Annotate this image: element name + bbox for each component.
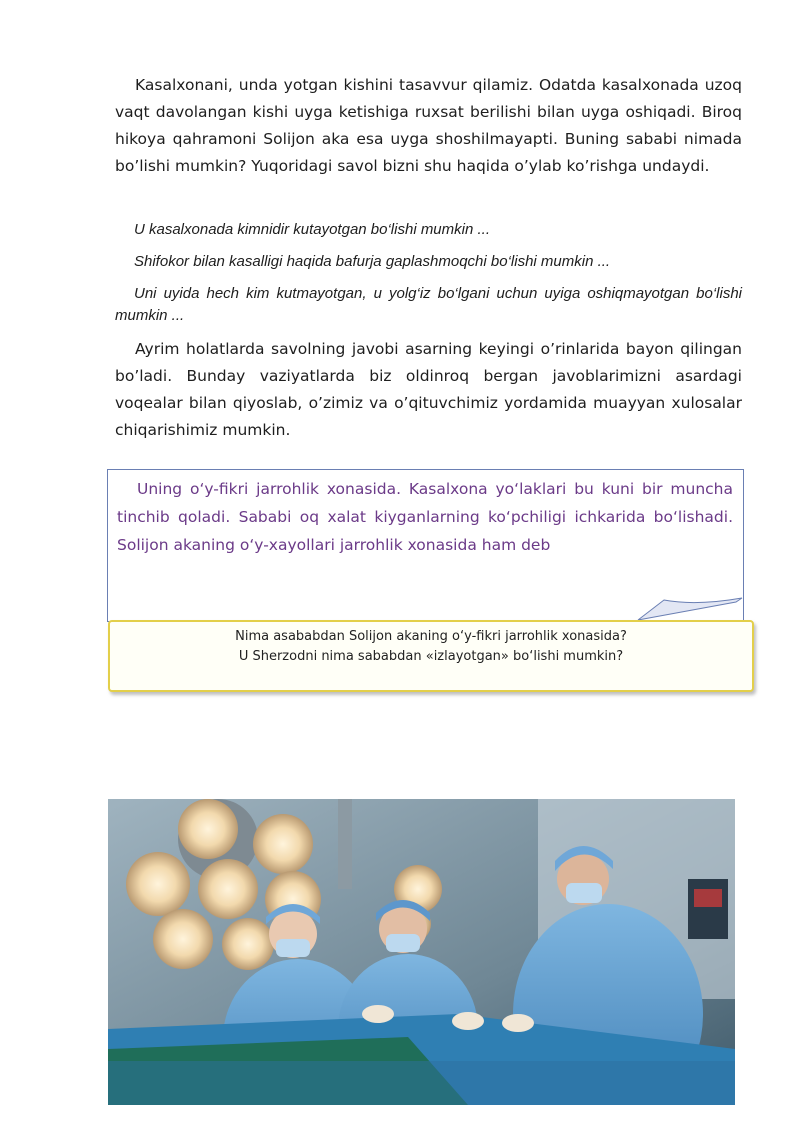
question-line-1: Nima asababdan Solijon akaning o‘y-fikri jarrohlik xonasida? [235, 629, 627, 644]
second-paragraph: Ayrim holatlarda savolning javobi asarning keyingi o’rinlarida bayon qilingan bo’ladi. Bunday vaziyatlarda biz oldinroq bergan javoblarimizni asardagi voqealar bilan qiyoslab, o’zimiz va o’qituvchimiz yordamida muayyan xulosalar chiqarishimiz mumkin. [115, 340, 742, 439]
callout-tail [636, 592, 746, 622]
intro-paragraph: Kasalxonani, unda yotgan kishini tasavvur qilamiz. Odatda kasalxonada uzoq vaqt davolangan kishi uyga ketishiga ruxsat berilishi bilan uyga oshiqadi. Biroq hikoya qahramoni Solijon aka esa uyga shoshilmayapti. Buning sababi nimada bo’lishi mumkin? Yuqoridagi savol bizni shu haqida o’ylab ko’rishga undaydi. [115, 76, 742, 175]
surgery-photo [108, 799, 735, 1105]
italic-line-3: Uni uyida hech kim kutmayotgan, u yolg‘iz bo‘lgani uchun uyiga oshiqmayotgan bo‘lishi mumkin ... [115, 285, 742, 324]
italic-line-1: U kasalxonada kimnidir kutayotgan bo‘lishi mumkin ... [134, 221, 490, 238]
question-line-2: U Sherzodni nima sababdan «izlayotgan» bo‘lishi mumkin? [238, 649, 624, 664]
italic-line-2: Shifokor bilan kasalligi haqida bafurja gaplashmoqchi bo‘lishi mumkin ... [134, 253, 611, 270]
callout-text: Uning o‘y-fikri jarrohlik xonasida. Kasalxona yo‘laklari bu kuni bir muncha tinchib qoladi. Sababi oq xalat kiyganlarning ko‘pchiligi ichkarida bo‘lishadi. Solijon akaning o‘y-xayollari jarrohlik xonasida ham deb [117, 480, 733, 554]
question-box [108, 620, 754, 692]
